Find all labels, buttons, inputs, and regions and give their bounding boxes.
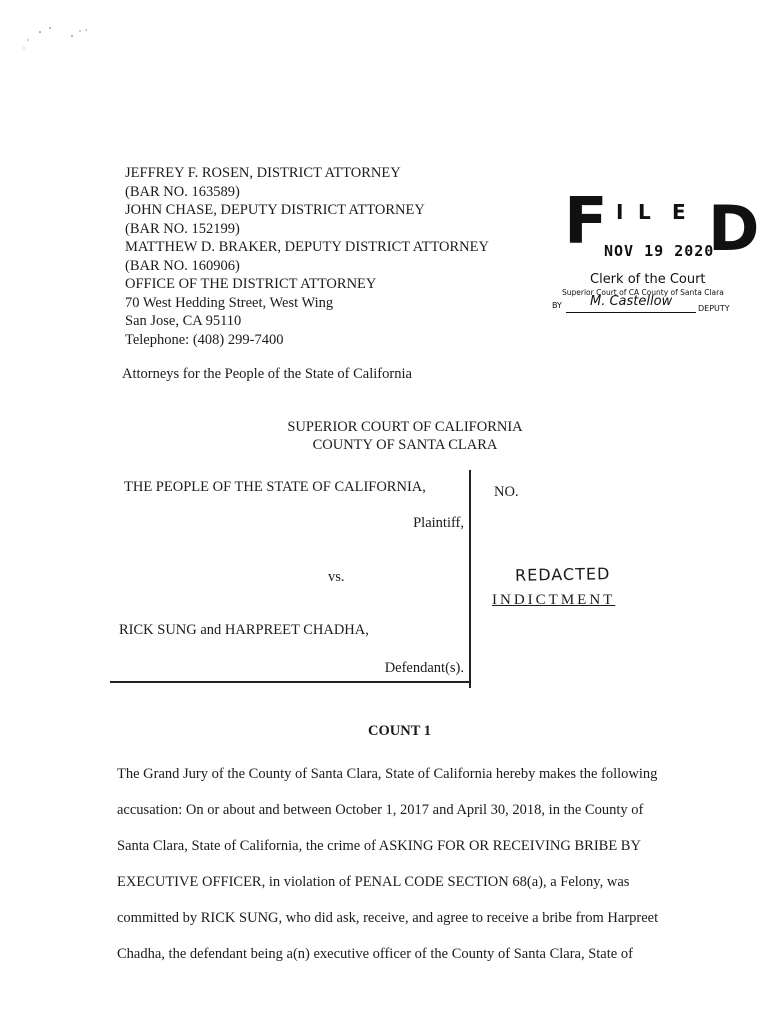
caption-plaintiff-role: Plaintiff, — [413, 515, 464, 531]
counsel-line: (BAR NO. 152199) — [125, 220, 240, 237]
count-body — [117, 762, 697, 978]
body-line: EXECUTIVE OFFICER, in violation of PENAL CODE SECTION 68(a), a Felony, was — [117, 874, 630, 890]
body-line: Chadha, the defendant being a(n) executive officer of the County of Santa Clara, State of — [117, 946, 633, 962]
count-heading: COUNT 1 — [368, 723, 431, 739]
filed-stamp — [552, 185, 760, 330]
court-county: COUNTY OF SANTA CLARA — [312, 437, 498, 453]
attorneys-for: Attorneys for the People of the State of California — [122, 366, 412, 382]
redacted-handwriting: REDACTED — [514, 564, 611, 585]
counsel-line: MATTHEW D. BRAKER, DEPUTY DISTRICT ATTORNEY — [125, 239, 489, 255]
stamp-letter-d: D — [708, 192, 760, 265]
stamp-by: BY — [552, 301, 562, 310]
court-name: SUPERIOR COURT OF CALIFORNIA — [287, 419, 523, 435]
counsel-line: JOHN CHASE, DEPUTY DISTRICT ATTORNEY — [125, 202, 425, 218]
stamp-deputy: DEPUTY — [698, 304, 730, 313]
case-number-label: NO. — [494, 484, 519, 500]
court-heading — [280, 418, 530, 454]
caption-divider-horizontal — [110, 681, 470, 683]
counsel-line: Telephone: (408) 299-7400 — [125, 331, 284, 348]
caption-defendant-role: Defendant(s). — [384, 660, 464, 676]
stamp-letter-i: I — [616, 200, 624, 224]
document-type: INDICTMENT — [492, 592, 616, 608]
stamp-clerk: Clerk of the Court — [590, 272, 706, 287]
caption-plaintiff-name: THE PEOPLE OF THE STATE OF CALIFORNIA, — [124, 479, 426, 495]
body-line: accusation: On or about and between October 1, 2017 and April 30, 2018, in the County of — [117, 802, 644, 818]
counsel-line: San Jose, CA 95110 — [125, 313, 242, 329]
caption-divider-vertical — [469, 470, 471, 688]
stamp-signature-line — [566, 312, 696, 313]
counsel-line: 70 West Hedding Street, West Wing — [125, 294, 334, 311]
caption-vs: vs. — [328, 569, 345, 585]
body-line: The Grand Jury of the County of Santa Clara, State of California hereby makes the following — [117, 766, 658, 782]
stamp-signature: M. Castellow — [590, 294, 673, 309]
counsel-line: JEFFREY F. ROSEN, DISTRICT ATTORNEY — [125, 165, 401, 181]
stamp-date: NOV 19 2020 — [604, 242, 715, 260]
stamp-letter-l: L — [638, 200, 651, 224]
caption-defendant-names: RICK SUNG and HARPREET CHADHA, — [119, 622, 369, 638]
body-line: committed by RICK SUNG, who did ask, receive, and agree to receive a bribe from Harpreet — [117, 910, 659, 926]
scan-specks — [20, 22, 100, 52]
stamp-court: Superior Court of CA County of Santa Clara — [562, 288, 724, 297]
counsel-block — [125, 164, 489, 349]
counsel-line: (BAR NO. 160906) — [125, 257, 240, 274]
counsel-line: (BAR NO. 163589) — [125, 183, 240, 200]
body-line: Santa Clara, State of California, the crime of ASKING FOR OR RECEIVING BRIBE BY — [117, 838, 641, 854]
stamp-letter-e: E — [672, 200, 686, 224]
stamp-letter-f: F — [564, 185, 608, 259]
counsel-line: OFFICE OF THE DISTRICT ATTORNEY — [125, 276, 377, 292]
